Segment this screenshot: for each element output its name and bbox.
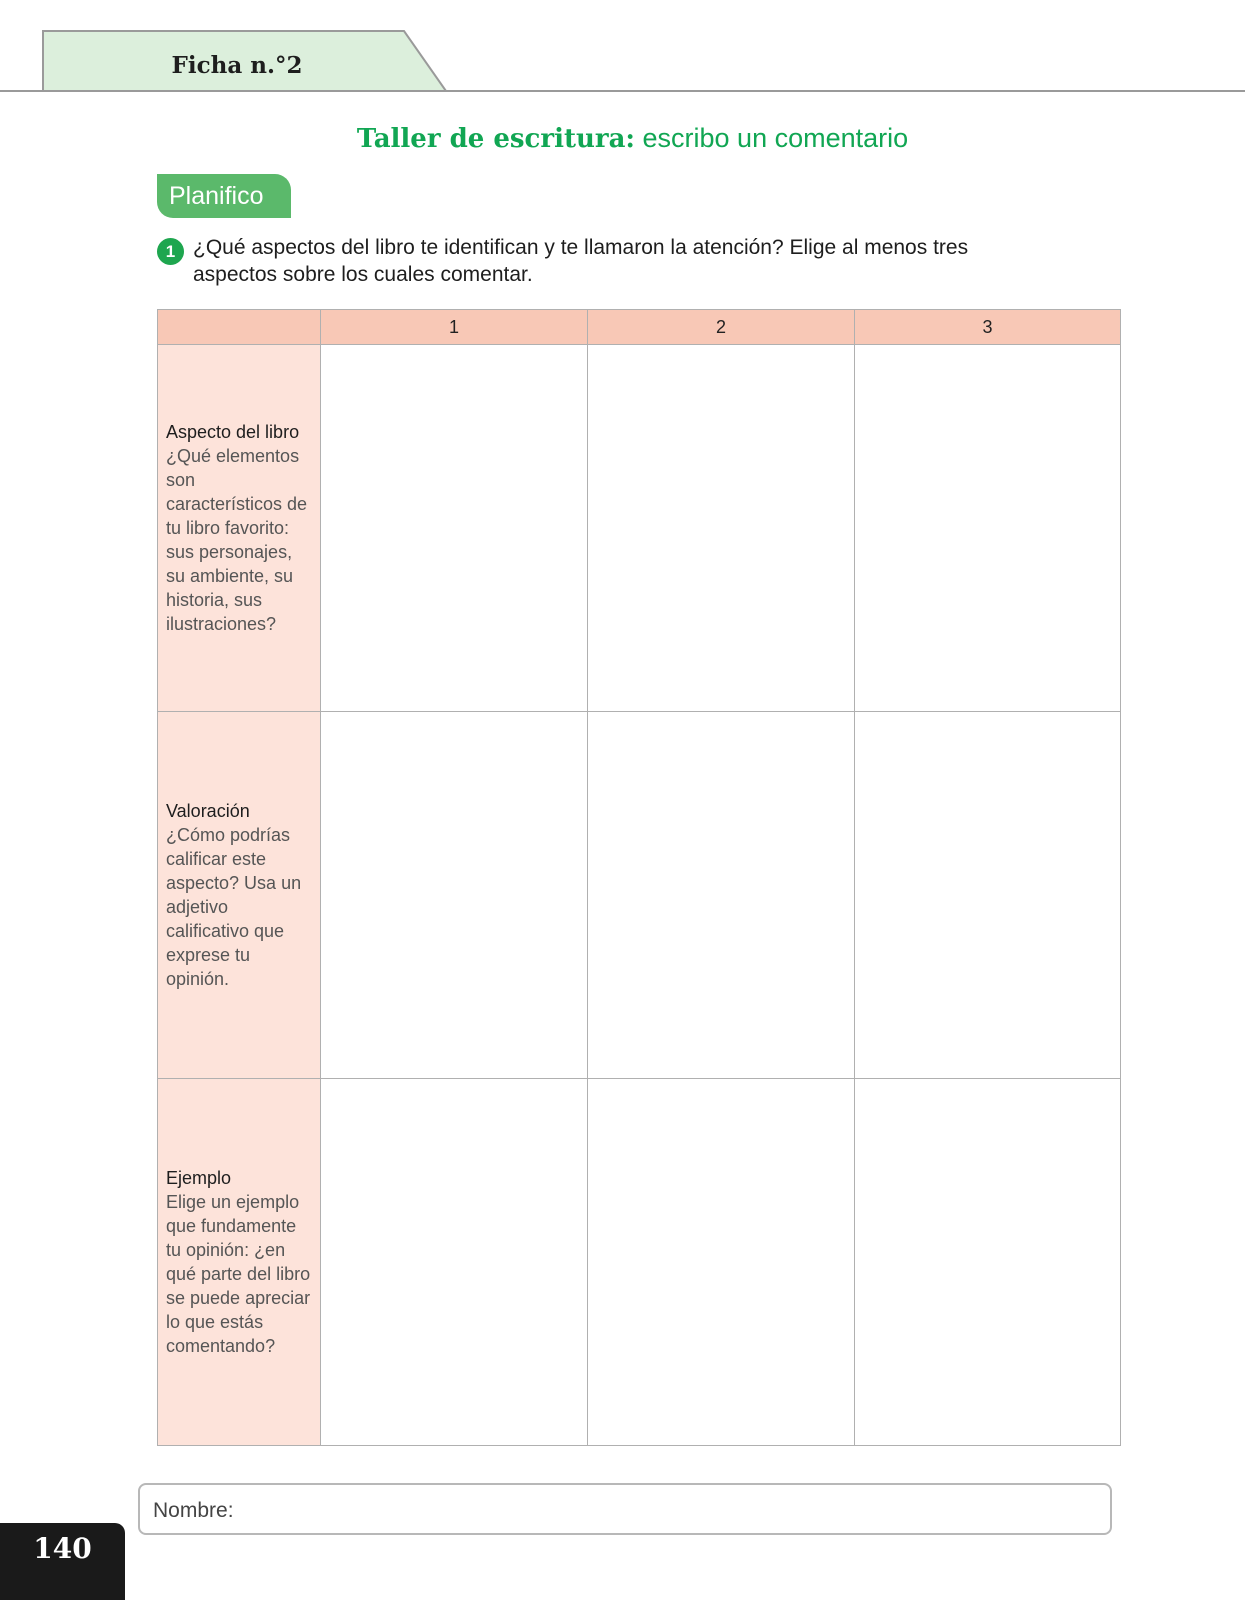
row-title: Ejemplo — [166, 1168, 232, 1188]
name-label: Nombre: — [153, 1499, 234, 1522]
row-title: Valoración — [166, 801, 250, 821]
table-row — [158, 345, 1121, 712]
table-header-row — [158, 310, 1121, 345]
name-field[interactable] — [138, 1483, 1112, 1535]
answer-cell[interactable] — [321, 1079, 588, 1446]
column-header: 1 — [321, 310, 588, 345]
answer-cell[interactable] — [588, 712, 855, 1079]
title-bold: Taller de escritura: — [356, 124, 636, 154]
answer-cell[interactable] — [321, 345, 588, 712]
row-label-cell — [158, 345, 321, 712]
column-header: 2 — [588, 310, 855, 345]
question-number: 1 — [157, 238, 184, 265]
row-description: ¿Qué elementos son característicos de tu libro favorito: sus personajes, su ambiente, su historia, sus ilustraciones? — [166, 446, 308, 634]
answer-cell[interactable] — [855, 345, 1121, 712]
header-cell-empty — [158, 310, 321, 345]
planning-table — [157, 309, 1121, 1446]
answer-cell[interactable] — [588, 1079, 855, 1446]
header-tab — [42, 30, 490, 92]
row-title: Aspecto del libro — [166, 422, 300, 442]
answer-cell[interactable] — [855, 1079, 1121, 1446]
row-description: ¿Cómo podrías calificar este aspecto? Usa un adjetivo calificativo que exprese tu opinión. — [166, 825, 302, 989]
section-badge: Planifico — [157, 174, 291, 218]
title-rest: escribo un comentario — [635, 123, 909, 153]
table-row — [158, 1079, 1121, 1446]
answer-cell[interactable] — [321, 712, 588, 1079]
table-row — [158, 712, 1121, 1079]
worksheet-number: Ficha n.°2 — [171, 52, 303, 79]
page-number: 140 — [0, 1523, 125, 1600]
column-header: 3 — [855, 310, 1121, 345]
row-label-cell — [158, 712, 321, 1079]
answer-cell[interactable] — [855, 712, 1121, 1079]
row-description: Elige un ejemplo que fundamente tu opinión: ¿en qué parte del libro se puede apreciar lo que estás comentando? — [166, 1192, 311, 1356]
row-label-cell — [158, 1079, 321, 1446]
question-text: ¿Qué aspectos del libro te identifican y te llamaron la atención? Elige al menos tres aspectos sobre los cuales comentar. — [193, 236, 969, 286]
page-title — [0, 123, 1245, 154]
answer-cell[interactable] — [588, 345, 855, 712]
